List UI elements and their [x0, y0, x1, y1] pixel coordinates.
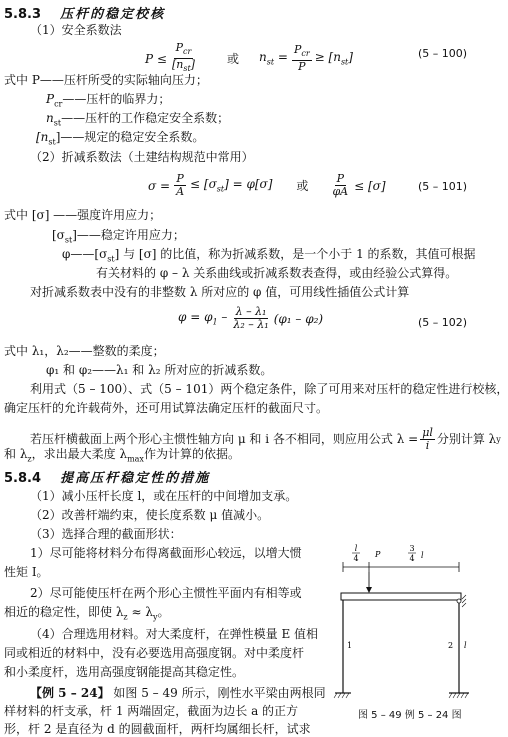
rigid-beam [341, 593, 461, 600]
definition-text: ——压杆的临界力； [62, 92, 171, 106]
equation-5-101 [148, 173, 386, 198]
section-heading-5-8-4 [4, 467, 210, 486]
symbol-sub: st [107, 254, 115, 264]
definition-text: ] 与 [σ] 的比值，称为折减系数，是一个小于 1 的系数，其值可根据 [114, 247, 476, 261]
list-item: 2）尽可能使压杆在两个形心主惯性平面内有相等或 [30, 586, 302, 600]
list-item [4, 605, 169, 624]
eq-or: 或 [296, 179, 309, 193]
equation-5-102 [178, 306, 323, 331]
definition-line: 式中 P——压杆所受的实际轴向压力； [4, 73, 208, 87]
eq-sub: cr [183, 47, 192, 57]
eq-den: P [298, 60, 306, 74]
eq-sub: cr [301, 49, 310, 59]
symbol-sub: st [53, 118, 62, 128]
symbol: [n [36, 130, 49, 144]
text: 作为计算的依据。 [143, 447, 240, 461]
example-line: 样材料的杆支承，杆 1 两端固定，截面为边长 a 的正方 [4, 704, 299, 718]
arrow-head [366, 587, 372, 593]
list-item: 同或相近的材料中，没有必要选用高强度钢。对中柔度杆 [4, 646, 305, 660]
example-line [30, 686, 326, 701]
eq-fraction [292, 44, 312, 73]
eq-fraction [231, 306, 270, 331]
eq-sub: st [266, 57, 275, 67]
eq-den: λ₂ – λ₁ [233, 318, 269, 331]
paragraph-line: 对折减系数表中没有的非整数 λ 所对应的 φ 值，可用线性插值公式计算 [30, 285, 410, 299]
eq-term: (φ₁ – φ₂) [273, 311, 324, 326]
text: 若压杆横截面上两个形心主惯性轴方向 μ 和 i 各不相同，则应用公式 λ = [30, 432, 419, 446]
list-item: 1）尽可能将材料分布得离截面形心较远，以增大惯 [30, 546, 302, 560]
eq-num: μl [422, 426, 433, 439]
figure-5-49 [333, 543, 483, 711]
text: 如图 5 – 49 所示，刚性水平梁由两根同 [109, 686, 326, 700]
text: 分别计算 λ [436, 432, 497, 446]
eq-term: σ = [148, 178, 171, 193]
text: 相近的稳定性，即使 λ [4, 605, 124, 619]
method-2-heading: （2）折减系数法（土建结构规范中常用） [30, 150, 254, 164]
eq-sub: st [216, 184, 225, 194]
symbol: φ——[σ [62, 247, 108, 261]
definition-line [62, 247, 476, 266]
eq-num: P [176, 172, 184, 185]
example-label: 【例 5 – 24】 [30, 686, 110, 700]
dim-left-num: l [354, 544, 358, 553]
eq-or: 或 [226, 52, 239, 67]
load-label: P [375, 550, 381, 559]
length-label: l [464, 641, 467, 650]
list-item: （2）改善杆端约束，使长度系数 μ 值减小。 [30, 508, 270, 522]
equation-5-100 [145, 42, 353, 75]
eq-den: [n [171, 58, 184, 72]
definition-line [46, 92, 170, 111]
definition-text: ]——规定的稳定安全系数。 [55, 130, 205, 144]
symbol-sub: cr [54, 99, 63, 109]
list-item: 性矩 I。 [4, 565, 49, 579]
symbol-sub: max [127, 454, 144, 464]
section-title: 提高压杆稳定性的措施 [60, 471, 211, 486]
eq-term: φ = φ [178, 310, 213, 325]
symbol-sub: st [48, 137, 56, 147]
eq-term: P ≤ [145, 51, 167, 66]
eq-num: P [175, 41, 183, 54]
list-item: 和小柔度杆，选用高强度钢能提高其稳定性。 [4, 665, 245, 679]
paragraph-line: 确定压杆的允许载荷外，还可用试算法确定压杆的截面尺寸。 [4, 401, 329, 415]
pin-joint [457, 599, 461, 603]
eq-term: = [277, 50, 288, 65]
section-number: 5.8.4 [4, 471, 42, 486]
dim-right-num: 3 [409, 544, 415, 553]
symbol: [σ [52, 228, 65, 242]
definition-line: 式中 [σ] ——强度许用应力； [4, 208, 162, 222]
definition-line: 有关材料的 φ – λ 关系曲线或折减系数表查得，或由经验公式算得。 [96, 266, 458, 280]
definition-text: ——压杆的工作稳定安全系数； [61, 111, 230, 125]
dim-left-den: 4 [353, 554, 359, 563]
symbol-sub: z [27, 454, 32, 464]
equation-number: (5 – 102) [418, 316, 468, 329]
ground-hatch-left [334, 693, 349, 698]
symbol: P [46, 92, 55, 106]
symbol-sub: z [123, 612, 128, 622]
eq-term: ] = φ[σ] [224, 177, 273, 192]
eq-term: ≥ [n [314, 50, 341, 65]
eq-den: A [176, 185, 185, 198]
symbol-sub: y [152, 612, 158, 622]
equation-number: (5 – 101) [418, 180, 468, 193]
rod-1-label: 1 [347, 641, 353, 650]
text: ，求出最大柔度 λ [31, 447, 128, 461]
eq-num: P [336, 172, 344, 185]
joint-hatch [462, 595, 466, 607]
symbol: n [46, 111, 54, 125]
list-item: （1）减小压杆长度 l，或在压杆的中间增加支承。 [30, 489, 298, 503]
example-line: 形，杆 2 是直径为 d 的圆截面杆，两杆均属细长杆，试求 [4, 722, 311, 736]
dim-right-den: 4 [409, 554, 415, 563]
eq-fraction [170, 42, 197, 75]
definition-line: 式中 λ₁，λ₂——整数的柔度； [4, 344, 165, 358]
eq-sub: st [183, 64, 191, 74]
definition-line [36, 130, 204, 149]
dim-right-l: l [421, 551, 424, 560]
equation-number: (5 – 100) [418, 47, 468, 60]
eq-den: i [425, 439, 430, 452]
eq-term: ≤ [σ] [354, 178, 386, 193]
eq-num: P [293, 43, 302, 57]
figure-caption: 图 5 – 49 例 5 – 24 图 [358, 710, 462, 721]
eq-fraction [174, 173, 186, 198]
text: ≈ λ [127, 605, 153, 619]
symbol-sub: st [64, 235, 73, 245]
list-item: （4）合理选用材料。对大柔度杆，在弹性模量 E 值相 [30, 627, 319, 641]
text: 和 λ [4, 447, 28, 461]
definition-line: φ₁ 和 φ₂——λ₁ 和 λ₂ 所对应的折减系数。 [46, 363, 273, 377]
paragraph-line: 利用式（5 – 100）、式（5 – 101）两个稳定条件，除了可用来对压杆的稳定性进行校核， [30, 382, 508, 396]
rod-2-label: 2 [448, 641, 454, 650]
list-item: （3）选择合理的截面形状： [30, 527, 182, 541]
eq-term: ] [348, 50, 353, 65]
method-1-heading: （1）安全系数法 [30, 23, 122, 37]
eq-term: n [258, 50, 267, 65]
text: 。 [157, 605, 170, 619]
eq-den: φA [332, 185, 349, 198]
definition-line [52, 228, 185, 247]
eq-term: – [217, 310, 228, 325]
eq-den-end: ] [190, 58, 195, 72]
eq-sub: 1 [212, 317, 218, 327]
eq-term: ≤ [σ [190, 177, 217, 192]
eq-fraction [330, 173, 350, 198]
ground-hatch-right [449, 693, 468, 698]
section-heading-5-8-3 [4, 3, 165, 22]
eq-num: λ – λ₁ [235, 305, 267, 318]
section-number: 5.8.3 [4, 7, 42, 22]
paragraph-line [4, 447, 240, 466]
definition-text: ]——稳定许用应力； [72, 228, 185, 242]
lambda-fraction [420, 427, 435, 452]
eq-sub: st [340, 57, 349, 67]
definition-line [46, 111, 229, 130]
symbol-sub: y [496, 435, 501, 444]
section-title: 压杆的稳定校核 [60, 7, 166, 22]
